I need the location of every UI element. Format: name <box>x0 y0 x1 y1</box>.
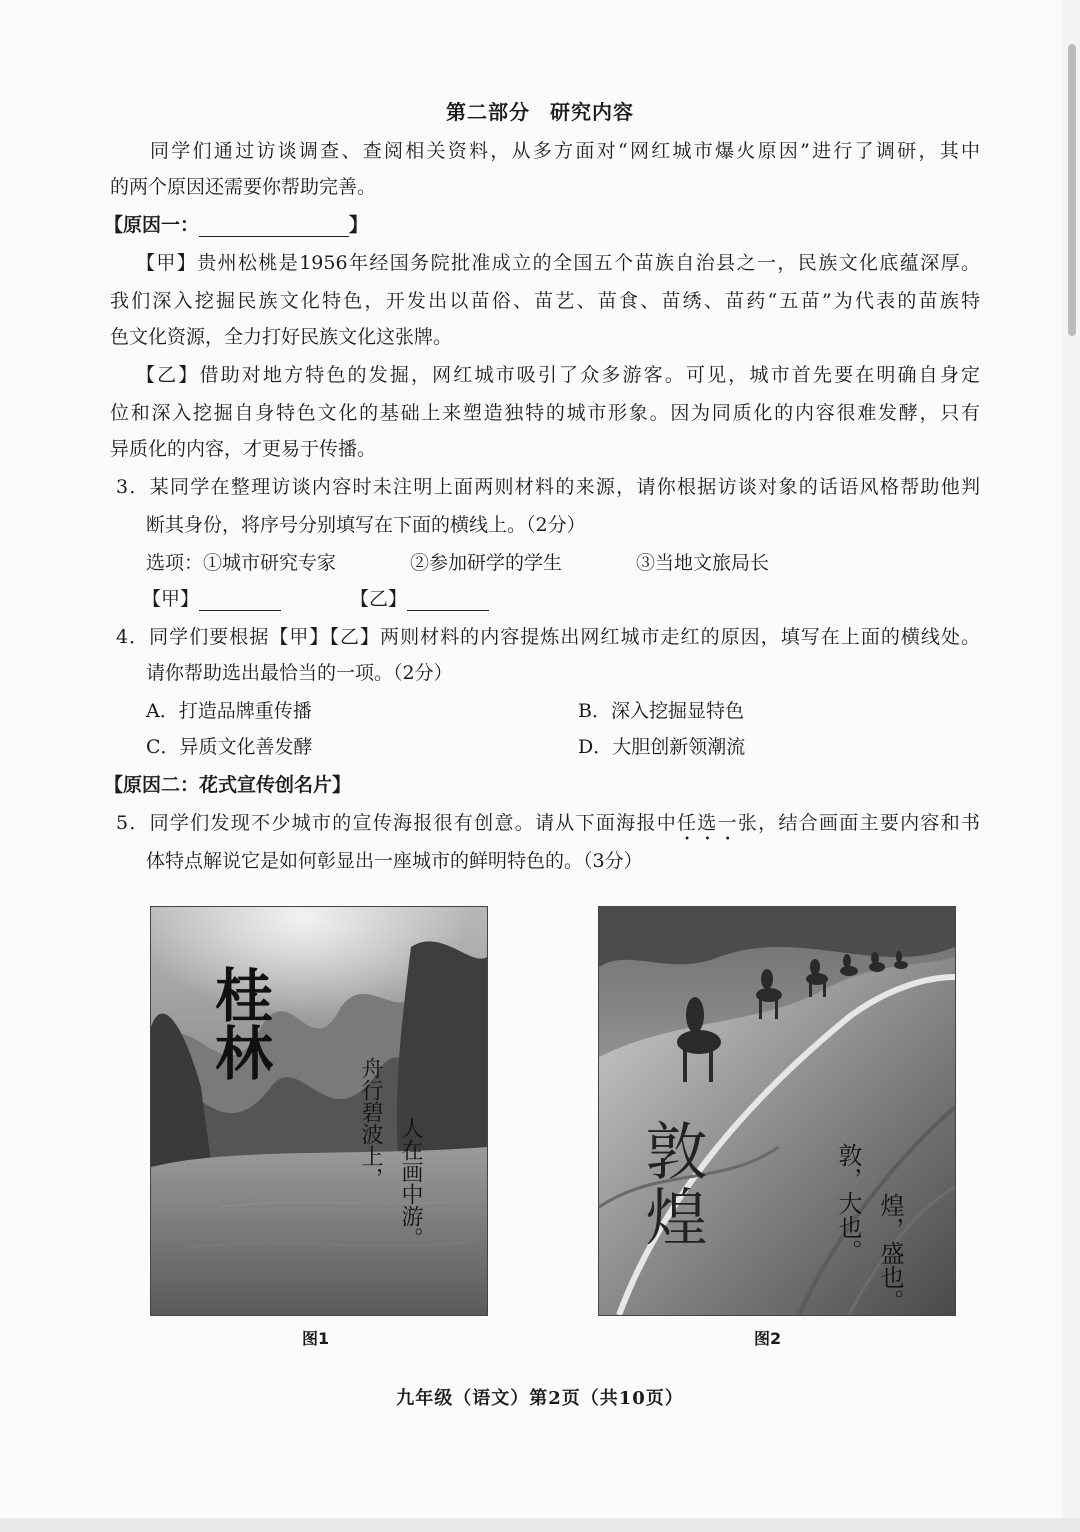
poster-guilin-title: 桂林 <box>205 965 273 1081</box>
poster-guilin-verse-1: 舟行碧波上， <box>358 1057 383 1189</box>
question-5-line-1 <box>116 808 980 845</box>
intro-line-2: 的两个原因还需要你帮助完善。 <box>110 176 377 198</box>
choice-b[interactable]: B．深入挖掘显特色 <box>578 700 744 722</box>
material-jia-line-2: 我们深入挖掘民族文化特色，开发出以苗俗、苗艺、苗食、苗绣、苗药“五苗”为代表的苗族特 <box>110 290 980 312</box>
option-3: ③当地文旅局长 <box>636 552 770 574</box>
question-5-post: 张，结合画面主要内容和书 <box>737 812 980 834</box>
question-5-line-2: 体特点解说它是如何彰显出一座城市的鲜明特色的。（3分） <box>146 850 643 872</box>
option-2: ②参加研学的学生 <box>410 552 563 574</box>
poster-dunhuang-verse-2: 煌，盛也。 <box>876 1193 904 1313</box>
poster-dunhuang-caption: 图2 <box>754 1329 782 1348</box>
material-yi-line-2: 位和深入挖掘自身特色文化的基础上来塑造独特的城市形象。因为同质化的内容很难发酵，只有 <box>110 402 980 424</box>
reason-one-close: 】 <box>349 214 369 236</box>
question-3-line-2: 断其身份，将序号分别填写在下面的横线上。（2分） <box>146 514 586 536</box>
section-title <box>0 96 1080 125</box>
poster-dunhuang <box>598 906 956 1316</box>
choice-c[interactable]: C．异质文化善发酵 <box>146 736 313 758</box>
question-5-pre: 5．同学们发现不少城市的宣传海报很有创意。请从下面海报中 <box>116 812 678 834</box>
intro-line-1: 同学们通过访谈调查、查阅相关资料，从多方面对“网红城市爆火原因”进行了调研，其中 <box>150 140 980 162</box>
reason-one-open: 【原因一： <box>104 214 200 236</box>
reason-one <box>104 210 368 237</box>
poster-dunhuang-title: 敦煌 <box>635 1119 708 1251</box>
question-4-line-2: 请你帮助选出最恰当的一项。（2分） <box>146 662 453 684</box>
page-footer: 九年级（语文）第2页（共10页） <box>396 1388 684 1409</box>
bottom-edge <box>0 1518 1080 1532</box>
answer-jia-label: 【甲】 <box>142 588 200 610</box>
reason-two: 【原因二：花式宣传创名片】 <box>104 774 352 796</box>
question-5-emphasis: 任选一 <box>677 812 738 834</box>
reason-one-blank[interactable] <box>199 216 349 237</box>
poster-guilin-caption: 图1 <box>302 1329 330 1348</box>
option-1: ①城市研究专家 <box>203 552 337 574</box>
poster-guilin <box>150 906 488 1316</box>
section-part: 第二部分 <box>446 100 530 124</box>
material-jia-line-3: 色文化资源，全力打好民族文化这张牌。 <box>110 326 453 348</box>
poster-guilin-verse-2: 人在画中游。 <box>398 1117 423 1249</box>
scrollbar[interactable] <box>1068 44 1076 336</box>
material-jia-line-1: 【甲】贵州松桃是1956年经国务院批准成立的全国五个苗族自治县之一，民族文化底蕴深厚。 <box>136 252 980 274</box>
question-3-line-1: 3．某同学在整理访谈内容时未注明上面两则材料的来源，请你根据访谈对象的话语风格帮助他判 <box>116 476 980 498</box>
options-label: 选项： <box>146 552 204 574</box>
answer-yi-blank[interactable] <box>407 590 489 611</box>
question-3-options <box>146 548 336 575</box>
question-4-line-1: 4．同学们要根据【甲】【乙】两则材料的内容提炼出网红城市走红的原因，填写在上面的横线处。 <box>116 626 980 648</box>
answer-jia-blank[interactable] <box>199 590 281 611</box>
material-yi-line-3: 异质化的内容，才更易于传播。 <box>110 438 377 460</box>
choice-a[interactable]: A．打造品牌重传播 <box>146 700 312 722</box>
answer-jia <box>142 584 281 611</box>
choice-d[interactable]: D．大胆创新领潮流 <box>578 736 746 758</box>
answer-yi-label: 【乙】 <box>350 588 408 610</box>
material-yi-line-1: 【乙】借助对地方特色的发掘，网红城市吸引了众多游客。可见，城市首先要在明确自身定 <box>136 364 980 386</box>
section-name: 研究内容 <box>550 100 634 124</box>
poster-dunhuang-verse-1: 敦，大也。 <box>834 1143 862 1263</box>
answer-yi <box>350 584 489 611</box>
